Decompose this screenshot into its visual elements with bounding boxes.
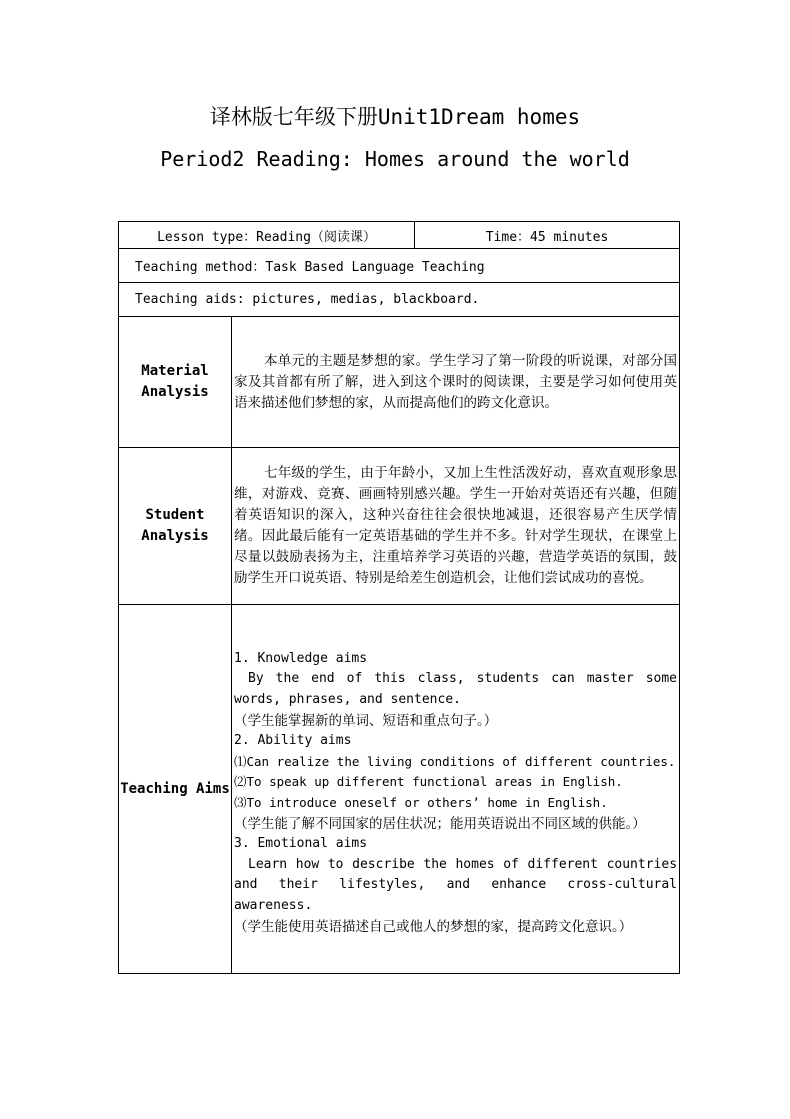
student-label-line2: Analysis <box>141 528 209 544</box>
material-analysis-label <box>119 317 232 448</box>
knowledge-aims-heading: 1. Knowledge aims <box>234 650 368 666</box>
table-row <box>119 605 680 974</box>
material-label-line1: Material <box>141 363 209 379</box>
table-row <box>119 222 680 249</box>
ability-aims-heading: 2. Ability aims <box>234 733 352 749</box>
teaching-aims-content <box>232 631 679 947</box>
emotional-aims-text: Learn how to describe the homes of different countries and their lifestyles, and enhance cross-cultural awareness. <box>234 856 678 913</box>
ability-aim-3: ⑶To introduce oneself or others’ home in English. <box>234 795 608 810</box>
teaching-method-cell: Teaching method：Task Based Language Teaching <box>119 249 680 283</box>
student-label-line1: Student <box>145 507 205 523</box>
teaching-aims-label: Teaching Aims <box>119 605 232 974</box>
table-row <box>119 317 680 448</box>
knowledge-aims-cn: （学生能掌握新的单词、短语和重点句子。） <box>234 712 498 729</box>
student-analysis-label <box>119 448 232 605</box>
document-title: 译林版七年级下册Unit1Dream homes <box>209 105 581 129</box>
time-cell: Time：45 minutes <box>415 222 680 249</box>
student-analysis-cell <box>232 448 680 605</box>
emotional-aims-heading: 3. Emotional aims <box>234 836 368 852</box>
material-label-line2: Analysis <box>141 384 209 400</box>
teaching-aims-cell <box>232 605 680 974</box>
ability-aim-1: ⑴Can realize the living conditions of different countries. <box>234 753 676 769</box>
table-row <box>119 283 680 317</box>
document-subtitle: Period2 Reading: Homes around the world <box>160 147 630 171</box>
emotional-aims-cn: （学生能使用英语描述自己或他人的梦想的家，提高跨文化意识。） <box>234 918 633 935</box>
table-row <box>119 249 680 283</box>
knowledge-aims-text: By the end of this class, students can master some words, phrases, and sentence. <box>234 671 678 708</box>
material-analysis-text: 本单元的主题是梦想的家。学生学习了第一阶段的听说课，对部分国家及其首都有所了解，进入到这个课时的阅读课，主要是学习如何使用英语来描述他们梦想的家，从而提高他们的跨文化意识。 <box>234 352 678 411</box>
ability-aim-2: ⑵To speak up different functional areas in English. <box>234 774 623 790</box>
teaching-aids-cell: Teaching aids: pictures, medias, blackboard. <box>119 283 680 317</box>
ability-aims-cn: （学生能了解不同国家的居住状况；能用英语说出不同区域的供能。） <box>234 815 646 832</box>
lesson-type-cell: Lesson type：Reading（阅读课） <box>119 222 415 249</box>
material-analysis-cell <box>232 317 680 448</box>
table-row <box>119 448 680 605</box>
lesson-plan-table <box>118 221 680 974</box>
student-analysis-text: 七年级的学生，由于年龄小，又加上生性活泼好动，喜欢直观形象思维，对游戏、竞赛、画画特别感兴趣。学生一开始对英语还有兴趣，但随着英语知识的深入，这种兴奋往往会很快地减退，还很容易产生厌学情绪。因此最后能有一定英语基础的学生并不多。针对学生现状，在课堂上尽量以鼓励表扬为主，注重培养学习英语的兴趣，营造学英语的氛围，鼓励学生开口说英语、特别是给差生创造机会，让他们尝试成功的喜悦。 <box>234 465 678 586</box>
